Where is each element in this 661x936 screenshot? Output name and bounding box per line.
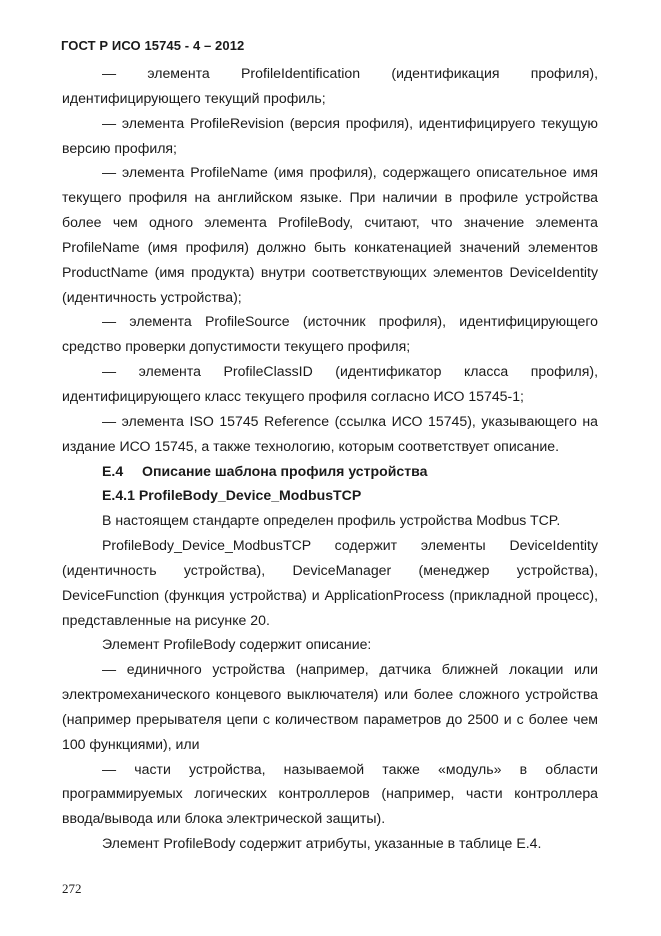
section-title-e4: Описание шаблона профиля устройства bbox=[142, 462, 428, 479]
paragraph-iso-reference: — элемента ISO 15745 Reference (ссылка ИСО 15745), указывающего на издание ИСО 15745, а также технологию, которым соответствует описание. bbox=[62, 412, 598, 454]
section-number-e4: Е.4 bbox=[102, 462, 124, 479]
paragraph-profile-name: — элемента ProfileName (имя профиля), содержащего описательное имя текущего профиля на английском языке. При наличии в профиле устройства более чем одного элемента ProfileBody, считают, что значение элемента ProfileName (имя профиля) должно быть конкатенацией значений элементов ProductName (имя продукта) внутри соответствующих элементов DeviceIdentity (идентичность устройства); bbox=[62, 164, 598, 305]
paragraph-modbus-profile: В настоящем стандарте определен профиль устройства Modbus TCP. bbox=[102, 512, 561, 529]
document-body bbox=[62, 61, 598, 856]
paragraph-profile-identification: — элемента ProfileIdentification (идентификация профиля), идентифицирующего текущий профиль; bbox=[62, 65, 598, 106]
document-header: ГОСТ Р ИСО 15745 - 4 – 2012 bbox=[61, 38, 245, 53]
paragraph-profilebody-description: Элемент ProfileBody содержит описание: bbox=[102, 636, 372, 653]
paragraph-profile-class-id: — элемента ProfileClassID (идентификатор класса профиля), идентифицирующего класс текущего профиля согласно ИСО 15745-1; bbox=[62, 363, 598, 404]
paragraph-profilebody-elements: ProfileBody_Device_ModbusTCP содержит элементы DeviceIdentity (идентичность устройства), DeviceManager (менеджер устройства), DeviceFunction (функция устройства) и ApplicationProcess (прикладной процесс), представленные на рисунке 20. bbox=[62, 537, 598, 628]
page-number: 272 bbox=[62, 881, 82, 896]
section-heading-e4 bbox=[62, 459, 598, 484]
paragraph-device-part: — части устройства, называемой также «модуль» в области программируемых логических контроллеров (например, части контроллера ввода/вывода или блока электрической защиты). bbox=[62, 760, 598, 827]
paragraph-profile-revision: — элемента ProfileRevision (версия профиля), идентифицируего текущую версию профиля; bbox=[62, 114, 598, 156]
paragraph-single-device: — единичного устройства (например, датчика ближней локации или электромеханического концевого выключателя) или более сложного устройства (например прерывателя цепи с количеством параметров до 2500 и с более чем 100 функциями), или bbox=[62, 661, 598, 752]
subsection-heading-e41: Е.4.1 ProfileBody_Device_ModbusTCP bbox=[102, 487, 362, 504]
paragraph-profilebody-attributes: Элемент ProfileBody содержит атрибуты, указанные в таблице Е.4. bbox=[102, 835, 542, 852]
paragraph-profile-source: — элемента ProfileSource (источник профиля), идентифицирующего средство проверки допустимости текущего профиля; bbox=[62, 313, 598, 355]
